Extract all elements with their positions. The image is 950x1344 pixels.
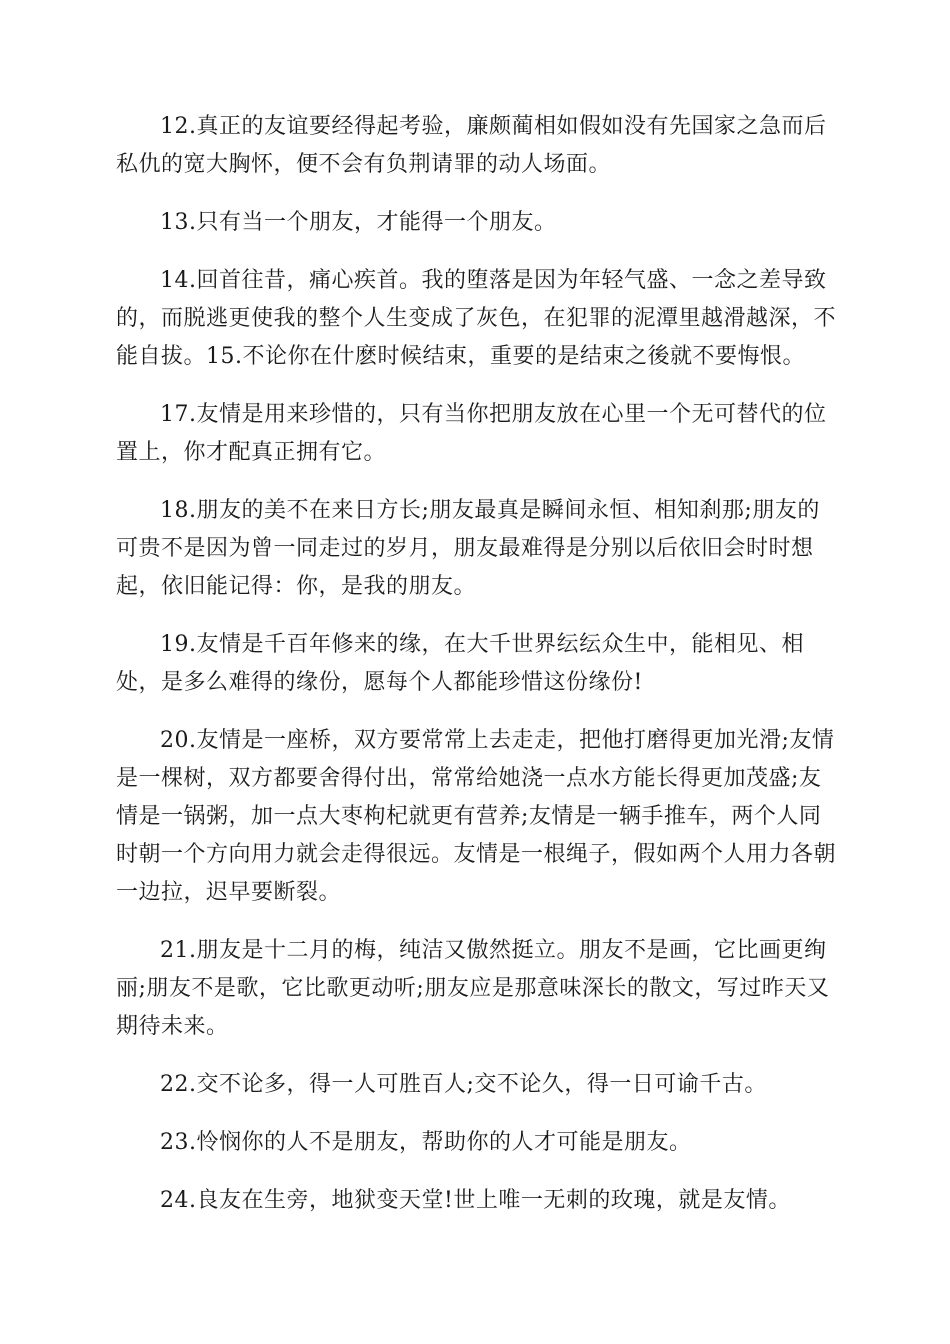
paragraph-14-15: 14.回首往昔，痛心疾首。我的堕落是因为年轻气盛、一念之差导致的，而脱逃更使我的整个人生变成了灰色，在犯罪的泥潭里越滑越深，不能自拔。15.不论你在什麽时候结束，重要的是结束之後就不要悔恨。 bbox=[116, 268, 837, 369]
document-body bbox=[116, 108, 836, 1240]
paragraph-21: 21.朋友是十二月的梅，纯洁又傲然挺立。朋友不是画，它比画更绚丽;朋友不是歌，它比歌更动听;朋友应是那意味深长的散文，写过昨天又期待未来。 bbox=[116, 938, 830, 1039]
paragraph-19: 19.友情是千百年修来的缘，在大千世界纭纭众生中，能相见、相处，是多么难得的缘份，愿每个人都能珍惜这份缘份! bbox=[116, 632, 804, 695]
paragraph-18: 18.朋友的美不在来日方长;朋友最真是瞬间永恒、相知刹那;朋友的可贵不是因为曾一同走过的岁月，朋友最难得是分别以后依旧会时时想起，依旧能记得：你，是我的朋友。 bbox=[116, 498, 820, 599]
paragraph-13: 13.只有当一个朋友，才能得一个朋友。 bbox=[160, 210, 557, 235]
paragraph-22: 22.交不论多，得一人可胜百人;交不论久，得一日可谕千古。 bbox=[160, 1072, 767, 1097]
paragraph-23: 23.怜悯你的人不是朋友，帮助你的人才可能是朋友。 bbox=[160, 1130, 692, 1155]
paragraph-12: 12.真正的友谊要经得起考验，廉颇蔺相如假如没有先国家之急而后私仇的宽大胸怀，便不会有负荆请罪的动人场面。 bbox=[116, 114, 827, 177]
paragraph-17: 17.友情是用来珍惜的，只有当你把朋友放在心里一个无可替代的位置上，你才配真正拥有它。 bbox=[116, 402, 827, 465]
paragraph-24: 24.良友在生旁，地狱变天堂!世上唯一无刺的玫瑰，就是友情。 bbox=[160, 1188, 791, 1213]
paragraph-20: 20.友情是一座桥，双方要常常上去走走，把他打磨得更加光滑;友情是一棵树，双方都要舍得付出，常常给她浇一点水方能长得更加茂盛;友情是一锅粥，加一点大枣枸杞就更有营养;友情是一辆手推车，两个人同时朝一个方向用力就会走得很远。友情是一根绳子，假如两个人用力各朝一边拉，迟早要断裂。 bbox=[116, 728, 837, 905]
